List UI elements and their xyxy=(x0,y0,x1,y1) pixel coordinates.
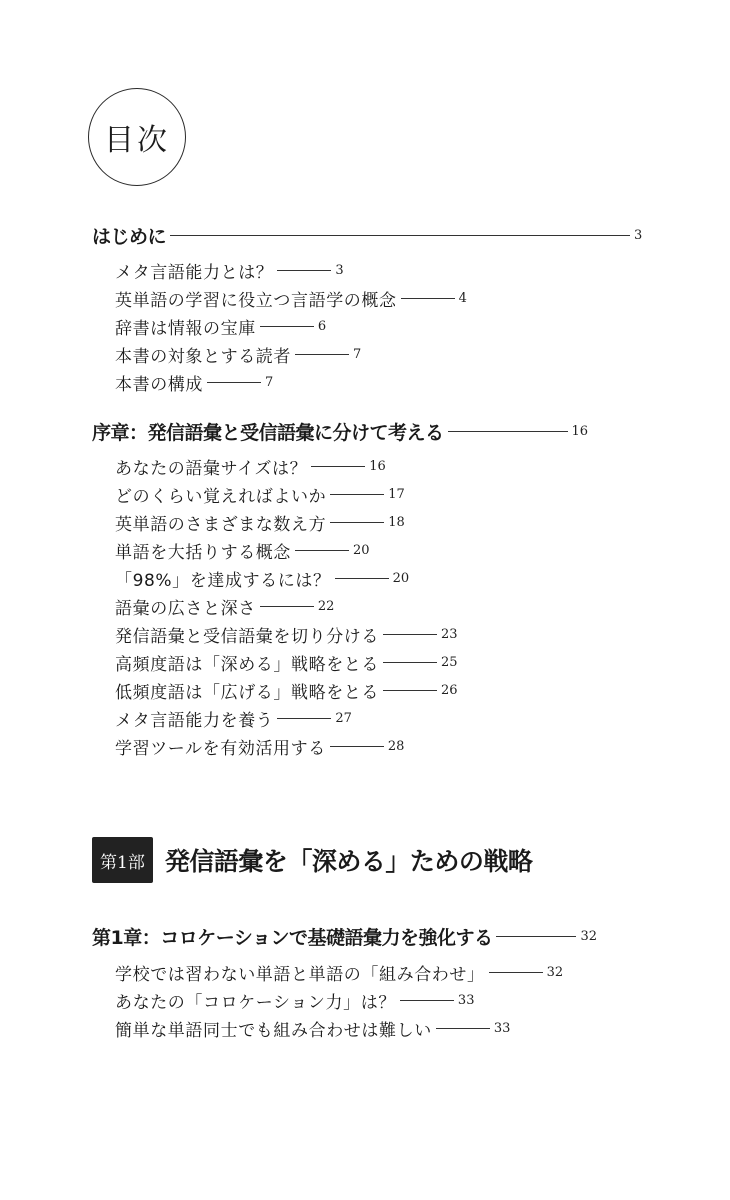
item-title: 英単語のさまざまな数え方 xyxy=(115,514,327,535)
leader-line xyxy=(207,382,261,383)
part-title: 発信語彙を「深める」ための戦略 xyxy=(164,847,533,876)
item-title: 辞書は情報の宝庫 xyxy=(115,318,256,339)
item-title: 語彙の広さと深さ xyxy=(115,598,256,619)
leader-line xyxy=(330,522,384,523)
item-title: 「98%」を達成するには？ xyxy=(115,570,331,591)
leader-line xyxy=(436,1028,490,1029)
item-title: 低頻度語は「広げる」戦略をとる xyxy=(115,682,379,703)
toc-item[interactable] xyxy=(115,509,405,535)
leader-line xyxy=(335,578,389,579)
toc-item[interactable] xyxy=(115,565,409,591)
item-title: メタ言語能力とは？ xyxy=(115,262,274,283)
page-number: 28 xyxy=(387,738,405,754)
page-number: 7 xyxy=(265,374,274,390)
leader-line xyxy=(448,431,568,432)
page-number: 23 xyxy=(441,626,458,642)
toc-item[interactable] xyxy=(115,257,344,283)
item-title: 本書の構成 xyxy=(115,374,203,395)
leader-line xyxy=(330,746,384,747)
page-number: 6 xyxy=(317,318,327,334)
page-number: 20 xyxy=(353,542,370,558)
page-number: 27 xyxy=(335,710,352,726)
toc-section-chapter1[interactable] xyxy=(92,923,597,949)
page-number: 26 xyxy=(441,682,458,698)
page-number: 33 xyxy=(457,992,475,1008)
leader-line xyxy=(277,718,331,719)
item-title: 学校では習わない単語と単語の「組み合わせ」 xyxy=(115,964,485,985)
page-number: 3 xyxy=(335,262,344,278)
page-number: 3 xyxy=(634,227,643,243)
page-number: 33 xyxy=(493,1020,511,1036)
toc-item[interactable] xyxy=(115,733,404,759)
leader-line xyxy=(277,270,331,271)
toc-item[interactable] xyxy=(115,537,370,563)
section-title: はじめに xyxy=(92,225,167,248)
page-number: 25 xyxy=(441,654,458,670)
leader-line xyxy=(260,606,314,607)
toc-section-prologue[interactable] xyxy=(92,418,588,444)
item-title: どのくらい覚えればよいか xyxy=(115,486,327,507)
toc-item[interactable] xyxy=(115,705,352,731)
page-number: 18 xyxy=(388,514,405,530)
page-number: 20 xyxy=(392,570,410,586)
leader-line xyxy=(383,634,437,635)
toc-item[interactable] xyxy=(115,959,563,985)
page-number: 17 xyxy=(388,486,405,502)
page-number: 32 xyxy=(546,964,564,980)
toc-heading-circle xyxy=(88,88,186,186)
leader-line xyxy=(489,972,543,973)
item-title: 簡単な単語同士でも組み合わせは難しい xyxy=(115,1020,432,1041)
item-title: あなたの語彙サイズは？ xyxy=(115,458,308,479)
page-number: 22 xyxy=(317,598,335,614)
page-number: 16 xyxy=(369,458,386,474)
item-title: 発信語彙と受信語彙を切り分ける xyxy=(115,626,379,647)
toc-item[interactable] xyxy=(115,677,458,703)
item-title: あなたの「コロケーション力」は？ xyxy=(115,992,396,1013)
page-number: 32 xyxy=(580,928,598,944)
page-number: 16 xyxy=(571,423,589,439)
toc-section-intro[interactable] xyxy=(92,222,642,248)
item-title: メタ言語能力を養う xyxy=(115,710,274,731)
leader-line xyxy=(295,354,349,355)
page-number: 7 xyxy=(353,346,362,362)
toc-item[interactable] xyxy=(115,649,458,675)
toc-item[interactable] xyxy=(115,453,386,479)
toc-item[interactable] xyxy=(115,341,361,367)
toc-item[interactable] xyxy=(115,987,474,1013)
item-title: 単語を大括りする概念 xyxy=(115,542,291,563)
leader-line xyxy=(260,326,314,327)
leader-line xyxy=(401,298,455,299)
part-heading[interactable] xyxy=(92,837,532,883)
toc-item[interactable] xyxy=(115,593,334,619)
leader-line xyxy=(170,235,630,236)
leader-line xyxy=(295,550,349,551)
item-title: 高頻度語は「深める」戦略をとる xyxy=(115,654,379,675)
leader-line xyxy=(330,494,384,495)
item-title: 学習ツールを有効活用する xyxy=(115,738,326,759)
leader-line xyxy=(383,662,437,663)
toc-item[interactable] xyxy=(115,481,405,507)
leader-line xyxy=(311,466,365,467)
toc-item[interactable] xyxy=(115,621,458,647)
page-number: 4 xyxy=(458,290,467,306)
toc-item[interactable] xyxy=(115,285,467,311)
toc-heading: 目次 xyxy=(104,123,170,158)
leader-line xyxy=(383,690,437,691)
toc-item[interactable] xyxy=(115,313,326,339)
toc-item[interactable] xyxy=(115,1015,510,1041)
item-title: 本書の対象とする読者 xyxy=(115,346,291,367)
section-title: 第1章：コロケーションで基礎語彙力を強化する xyxy=(92,926,493,949)
leader-line xyxy=(400,1000,454,1001)
item-title: 英単語の学習に役立つ言語学の概念 xyxy=(115,290,397,311)
toc-item[interactable] xyxy=(115,369,273,395)
section-title: 序章：発信語彙と受信語彙に分けて考える xyxy=(92,421,444,444)
leader-line xyxy=(496,936,576,937)
part-label: 第1部 xyxy=(92,837,153,883)
